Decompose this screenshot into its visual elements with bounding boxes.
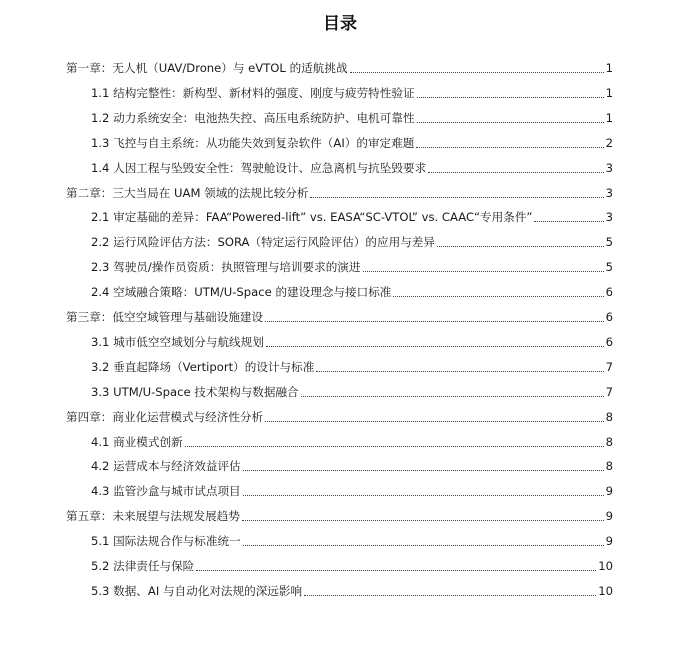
toc-entry-page-number: 2 (605, 135, 613, 150)
toc-entry-label: 3.2 垂直起降场（Vertiport）的设计与标准 (91, 359, 315, 374)
toc-entry-label: 2.3 驾驶员/操作员资质：执照管理与培训要求的演进 (91, 260, 361, 275)
toc-entry-page-number: 8 (605, 459, 613, 474)
toc-section-entry[interactable] (91, 133, 613, 151)
toc-entry-label: 第一章：无人机（UAV/Drone）与 eVTOL 的适航挑战 (66, 61, 348, 75)
toc-entry-page-number: 9 (605, 484, 613, 499)
dot-leader (316, 370, 603, 372)
toc-entry-page-number: 1 (605, 85, 613, 100)
toc-entry-page-number: 8 (605, 409, 613, 424)
dot-leader (265, 320, 604, 322)
dot-leader (437, 245, 604, 247)
dot-leader (350, 71, 604, 73)
toc-chapter-entry[interactable] (66, 506, 613, 524)
toc-section-entry[interactable] (91, 158, 613, 176)
toc-entry-page-number: 3 (605, 160, 613, 175)
toc-entry-label: 3.1 城市低空空域划分与航线规划 (91, 334, 264, 349)
toc-entry-label: 第五章：未来展望与法规发展趋势 (66, 509, 240, 524)
toc-title: 目录 (323, 14, 357, 34)
toc-entry-page-number: 6 (605, 285, 613, 300)
toc-section-entry[interactable] (91, 382, 613, 400)
dot-leader (243, 494, 604, 496)
toc-entry-label: 4.2 运营成本与经济效益评估 (91, 459, 241, 474)
toc-section-entry[interactable] (91, 282, 613, 300)
toc-chapter-entry[interactable] (66, 307, 613, 325)
toc-entry-page-number: 6 (605, 310, 613, 324)
toc-entry-page-number: 9 (605, 509, 613, 524)
toc-section-entry[interactable] (91, 456, 613, 474)
toc-entry-label: 1.4 人因工程与坠毁安全性：驾驶舱设计、应急离机与抗坠毁要求 (91, 160, 427, 175)
toc-entry-page-number: 5 (605, 235, 613, 250)
toc-entry-page-number: 10 (598, 559, 613, 573)
toc-section-entry[interactable] (91, 332, 613, 350)
toc-entry-page-number: 6 (605, 334, 613, 349)
dot-leader (428, 171, 603, 173)
dot-leader (265, 420, 604, 422)
toc-section-entry[interactable] (91, 481, 613, 499)
toc-section-entry[interactable] (91, 232, 613, 250)
dot-leader (304, 594, 596, 596)
toc-section-entry[interactable] (91, 581, 613, 599)
toc-chapter-entry[interactable] (66, 58, 613, 76)
toc-section-entry[interactable] (91, 257, 613, 275)
toc-section-entry[interactable] (91, 207, 613, 225)
toc-entry-label: 第四章：商业化运营模式与经济性分析 (66, 409, 264, 424)
dot-leader (534, 220, 603, 222)
toc-entry-label: 5.1 国际法规合作与标准统一 (91, 534, 241, 549)
toc-chapter-entry[interactable] (66, 183, 613, 201)
dot-leader (196, 569, 596, 571)
dot-leader (363, 270, 604, 272)
dot-leader (266, 345, 604, 347)
toc-entry-page-number: 7 (605, 384, 613, 399)
toc-entry-label: 2.2 运行风险评估方法：SORA（特定运行风险评估）的应用与差异 (91, 235, 435, 250)
toc-entry-label: 4.3 监管沙盒与城市试点项目 (91, 484, 241, 499)
toc-entry-label: 1.3 飞控与自主系统：从功能失效到复杂软件（AI）的审定难题 (91, 135, 415, 150)
toc-entry-label: 第三章：低空空域管理与基础设施建设 (66, 310, 264, 324)
dot-leader (416, 146, 603, 148)
toc-entry-page-number: 10 (598, 583, 613, 598)
toc-entry-label: 第二章：三大当局在 UAM 领域的法规比较分析 (66, 185, 309, 200)
toc-entry-label: 3.3 UTM/U-Space 技术架构与数据融合 (91, 384, 299, 399)
toc-entry-page-number: 5 (605, 260, 613, 275)
toc-entry-page-number: 7 (605, 359, 613, 374)
dot-leader (393, 295, 603, 297)
toc-entry-page-number: 9 (605, 534, 613, 549)
toc-section-entry[interactable] (91, 108, 613, 126)
dot-leader (417, 96, 604, 98)
toc-entry-page-number: 8 (605, 434, 613, 449)
toc-section-entry[interactable] (91, 531, 613, 549)
toc-entry-page-number: 1 (605, 110, 613, 125)
dot-leader (310, 196, 603, 198)
toc-entry-page-number: 1 (605, 61, 613, 75)
dot-leader (242, 519, 604, 521)
dot-leader (301, 395, 604, 397)
dot-leader (243, 544, 604, 546)
toc-section-entry[interactable] (91, 357, 613, 375)
dot-leader (417, 121, 604, 123)
toc-entry-label: 1.1 结构完整性：新构型、新材料的强度、刚度与疲劳特性验证 (91, 85, 415, 100)
toc-section-entry[interactable] (91, 432, 613, 450)
dot-leader (243, 469, 604, 471)
toc-entry-page-number: 3 (605, 210, 613, 225)
dot-leader (185, 445, 604, 447)
toc-entry-label: 2.1 审定基础的差异：FAA“Powered-lift” vs. EASA“SC-VTOL” vs. CAAC“专用条件” (91, 210, 533, 225)
toc-chapter-entry[interactable] (66, 407, 613, 425)
toc-entry-label: 4.1 商业模式创新 (91, 434, 183, 449)
toc-entry-label: 2.4 空域融合策略：UTM/U-Space 的建设理念与接口标准 (91, 285, 392, 300)
toc-entry-label: 1.2 动力系统安全：电池热失控、高压电系统防护、电机可靠性 (91, 110, 415, 125)
toc-section-entry[interactable] (91, 556, 613, 574)
toc-section-entry[interactable] (91, 83, 613, 101)
toc-entry-page-number: 3 (605, 185, 613, 200)
toc-entry-label: 5.3 数据、AI 与自动化对法规的深远影响 (91, 583, 303, 598)
toc-entry-label: 5.2 法律责任与保险 (91, 559, 195, 573)
